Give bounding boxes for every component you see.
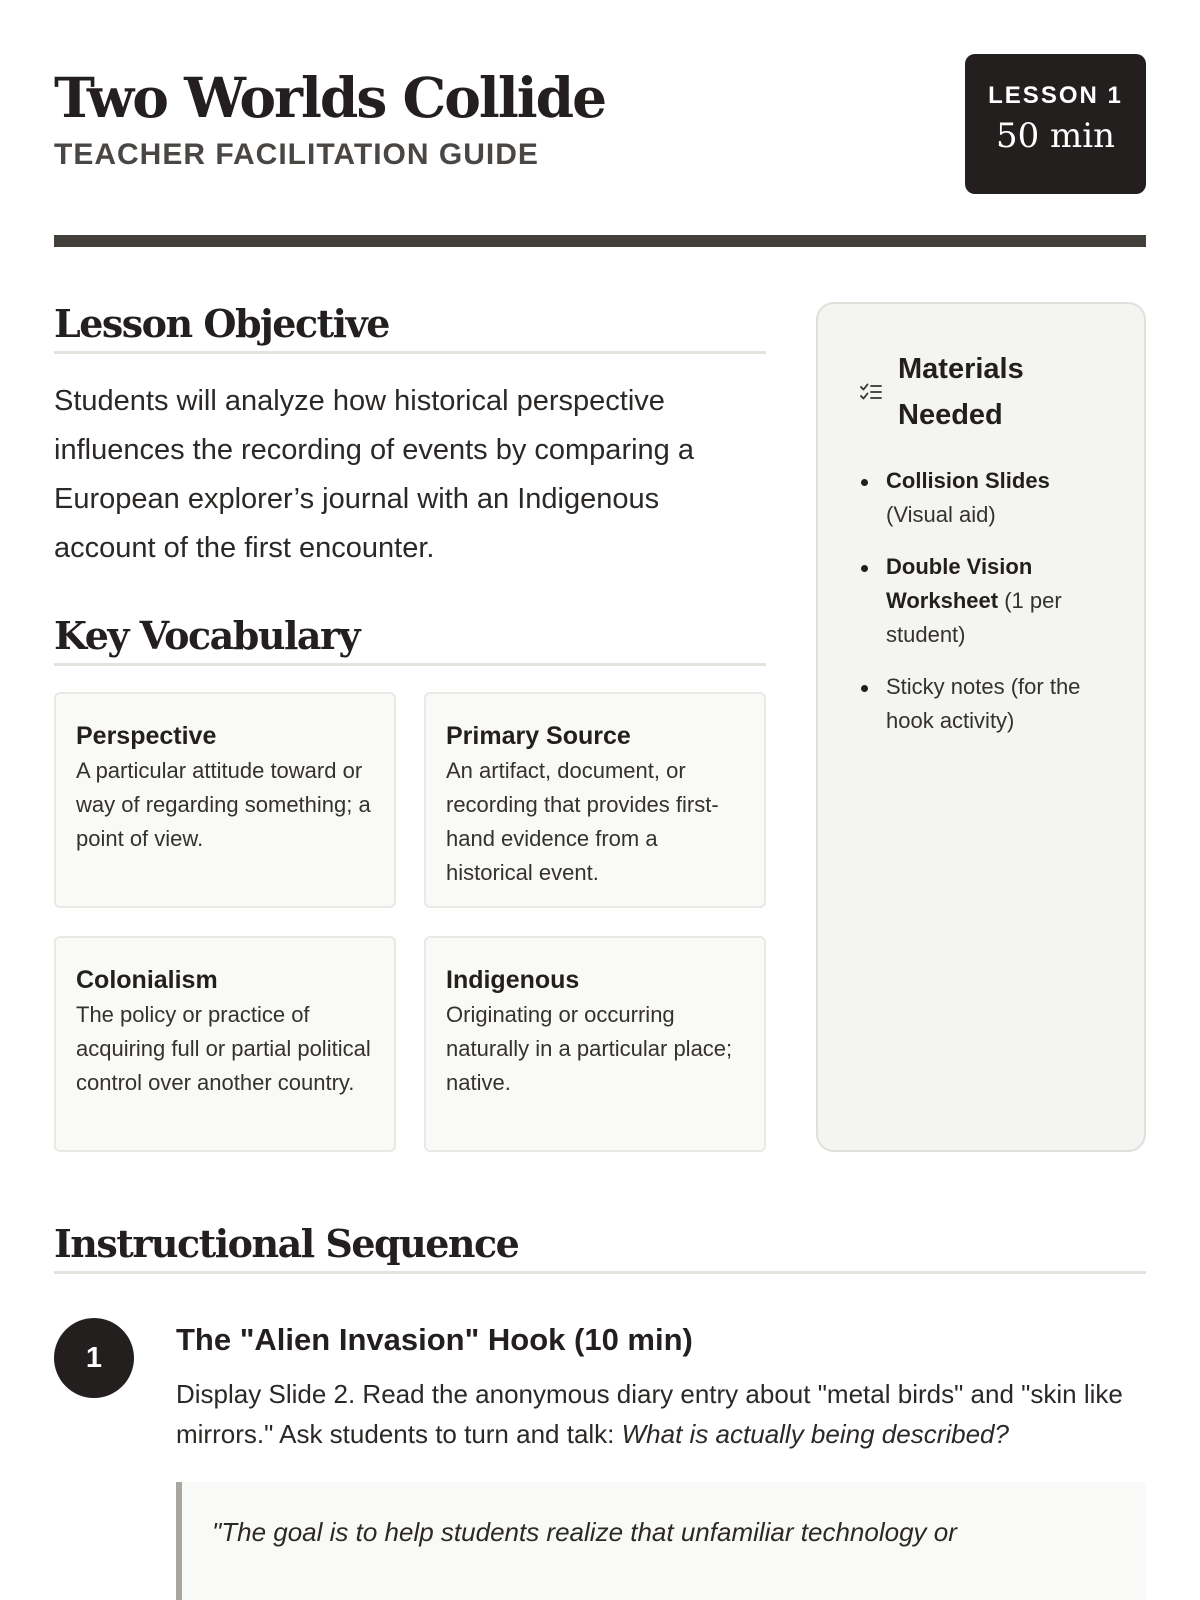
vocab-term: Indigenous	[446, 966, 580, 994]
vocab-term: Primary Source	[446, 722, 631, 750]
vocab-term: Colonialism	[76, 966, 218, 994]
objective-text: Students will analyze how historical perspective influences the recording of events by comparing a European explorer’s journal with an Indigenous account of the first encounter.	[54, 385, 694, 564]
objective-heading: Lesson Objective	[54, 303, 766, 354]
vocab-definition: A particular attitude toward or way of regarding something; a point of view.	[76, 758, 371, 851]
overview-section	[54, 247, 1146, 1157]
lesson-duration: 50 min	[995, 116, 1116, 156]
step-title: The "Alien Invasion" Hook (10 min)	[176, 1322, 693, 1357]
materials-item-note: (Visual aid)	[886, 502, 996, 527]
vocabulary-grid	[54, 692, 766, 1152]
materials-item-name: Collision Slides	[886, 468, 1050, 493]
materials-list	[858, 464, 1112, 738]
page-subtitle: TEACHER FACILITATION GUIDE	[54, 138, 539, 171]
vocab-definition: The policy or practice of acquiring full or partial political control over another country.	[76, 1002, 371, 1095]
materials-item	[858, 464, 1112, 532]
step-instructions-text: Display Slide 2. Read the anonymous diary entry about "metal birds" and "skin like mirrors." Ask students to turn and talk:	[176, 1379, 1123, 1449]
vocab-card-colonialism	[54, 936, 396, 1152]
vocab-definition: An artifact, document, or recording that provides first-hand evidence from a historical event.	[446, 758, 719, 885]
page-title: Two Worlds Collide	[54, 65, 606, 130]
materials-panel	[816, 302, 1146, 1152]
step-body	[176, 1318, 1146, 1600]
step-discussion-question: What is actually being described?	[621, 1419, 1009, 1449]
materials-item-name: Double Vision Worksheet	[886, 554, 1033, 613]
header-divider	[54, 235, 1146, 247]
vocabulary-heading: Key Vocabulary	[54, 615, 766, 666]
lesson-number: LESSON 1	[988, 82, 1123, 109]
lesson-badge	[965, 54, 1146, 194]
materials-item	[858, 670, 1112, 738]
facilitator-note-quote: "The goal is to help students realize that unfamiliar technology or	[176, 1482, 1146, 1600]
checklist-icon	[858, 379, 884, 405]
materials-item-note: Sticky notes (for the hook activity)	[886, 674, 1081, 733]
vocab-card-perspective	[54, 692, 396, 908]
vocab-card-indigenous	[424, 936, 766, 1152]
vocab-card-primary-source	[424, 692, 766, 908]
sequence-heading: Instructional Sequence	[54, 1223, 1146, 1274]
materials-header	[858, 346, 1112, 438]
vocab-term: Perspective	[76, 722, 217, 750]
page-header	[54, 0, 1146, 247]
materials-item	[858, 550, 1112, 652]
step-number-badge: 1	[54, 1318, 134, 1398]
vocab-definition: Originating or occurring naturally in a particular place; native.	[446, 1002, 733, 1095]
materials-item-note: (1 per student)	[886, 588, 1062, 647]
materials-heading: Materials Needed	[898, 353, 1024, 431]
step-instructions	[176, 1374, 1146, 1454]
